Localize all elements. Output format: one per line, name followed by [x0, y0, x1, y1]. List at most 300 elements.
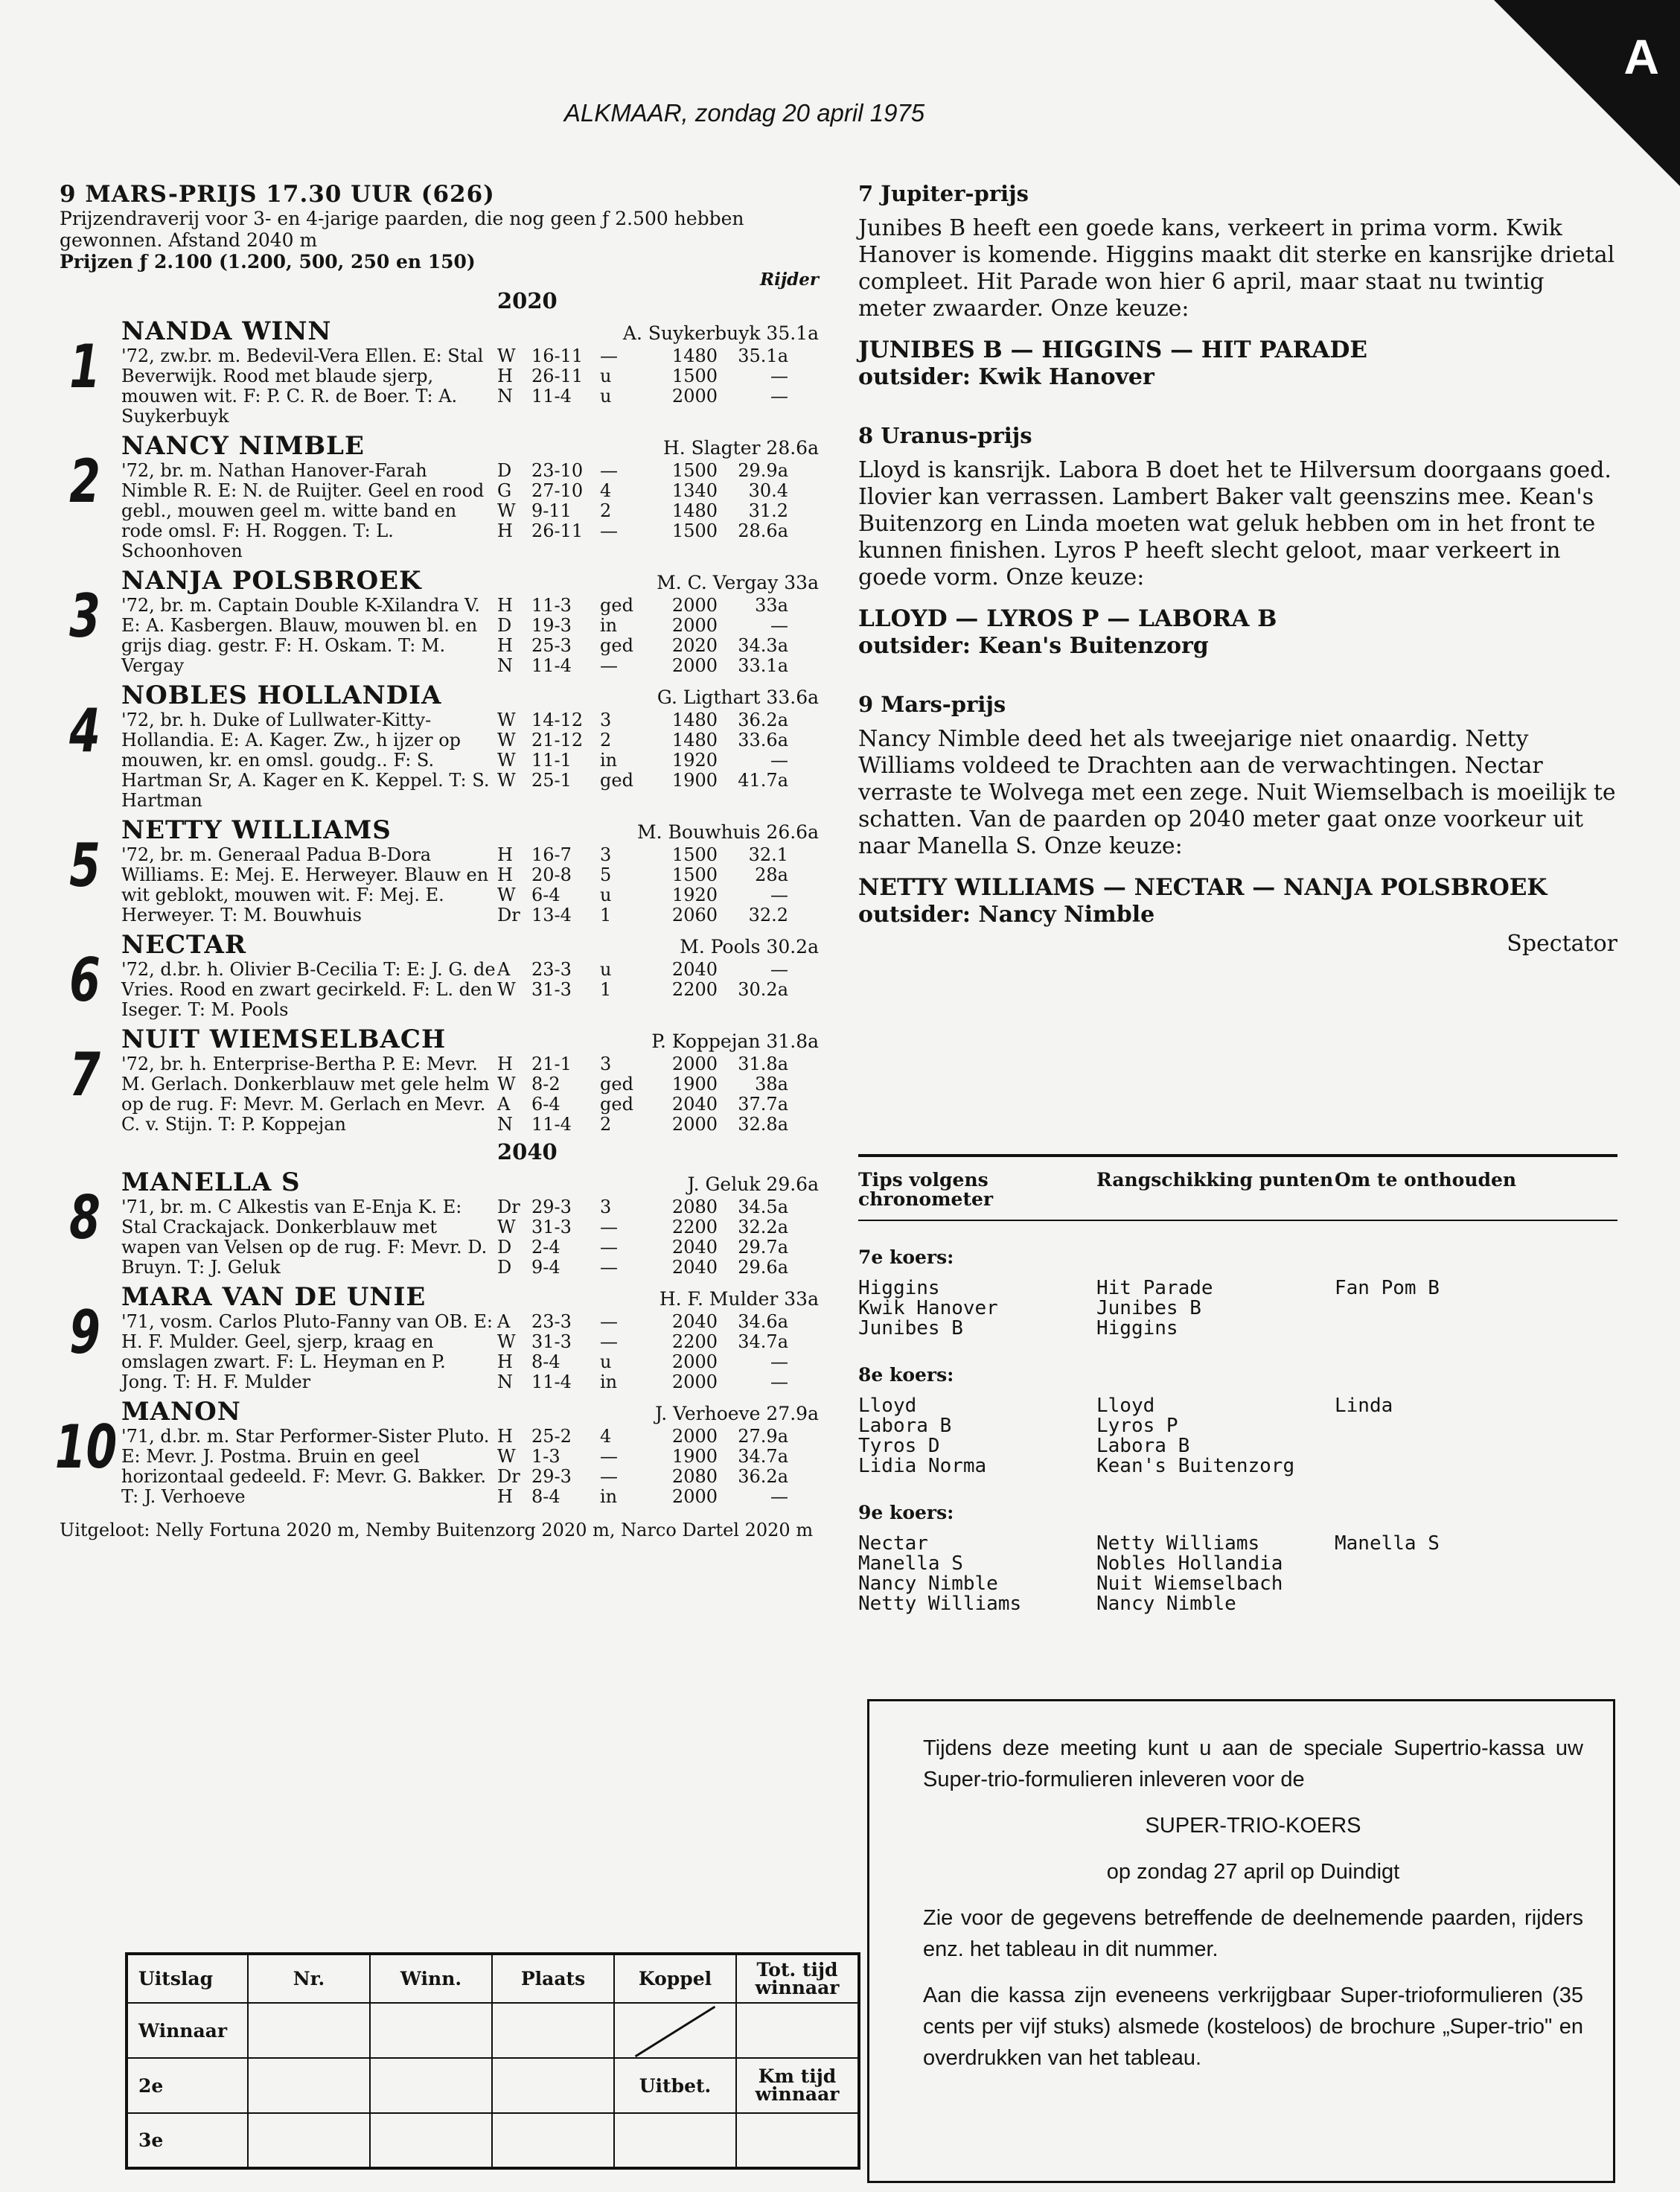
- start-field: —: [770, 750, 788, 771]
- race-program: [54, 181, 819, 1541]
- start-field: W: [497, 345, 516, 366]
- horse-number: 2: [69, 447, 100, 516]
- tips-column: [1335, 1278, 1617, 1339]
- start-field: 2080: [671, 1197, 718, 1217]
- start-field: —: [770, 366, 788, 386]
- start-field: 2200: [671, 1331, 718, 1352]
- prediction-7: [858, 181, 1617, 390]
- th-nr: Nr.: [248, 1954, 370, 2003]
- row-winnaar: Winnaar: [127, 2003, 248, 2058]
- predictions: [858, 181, 1617, 957]
- start-field: 1500: [671, 520, 718, 541]
- start-field: 1500: [671, 864, 718, 885]
- start-field: 11-3: [531, 595, 572, 616]
- start-field: 33.6a: [738, 730, 788, 751]
- tips-entry: Nectar: [858, 1532, 928, 1555]
- start-field: 31.8a: [738, 1054, 788, 1074]
- horse-entry: [60, 1025, 819, 1135]
- horse-rider: P. Koppejan 31.8a: [651, 1030, 819, 1052]
- start-field: 1900: [671, 1446, 718, 1467]
- tips-entry: Higgins: [858, 1277, 940, 1299]
- start-row: [497, 1467, 819, 1487]
- start-field: 2000: [671, 1054, 718, 1074]
- start-field: W: [497, 1446, 516, 1467]
- th-koppel: Koppel: [614, 1954, 736, 2003]
- tips-head-punten: Rangschikking punten: [1096, 1169, 1334, 1191]
- tips-entry: Labora B: [1096, 1435, 1190, 1457]
- tips-entry: Linda: [1335, 1395, 1393, 1417]
- start-row: [497, 751, 819, 771]
- start-field: D: [497, 615, 512, 636]
- prediction-outsider: outsider: Kwik Hanover: [858, 364, 1154, 390]
- horse-name: NANDA WINN: [121, 316, 332, 346]
- horse-entry: [60, 566, 819, 676]
- start-field: —: [600, 520, 618, 541]
- start-field: H: [497, 366, 513, 386]
- start-field: 2040: [671, 959, 718, 980]
- start-field: 11-4: [531, 1114, 572, 1135]
- start-row: [497, 596, 819, 616]
- start-field: 32.2a: [738, 1217, 788, 1237]
- horse-rider: J. Verhoeve 27.9a: [655, 1403, 819, 1424]
- start-field: 33.1a: [738, 655, 788, 676]
- horse-header: [121, 681, 819, 710]
- horse-header: [121, 316, 819, 346]
- distance-2040: 2040: [497, 1139, 558, 1164]
- start-row: [497, 1197, 819, 1217]
- start-field: 2020: [671, 635, 718, 656]
- start-row: [497, 1487, 819, 1507]
- start-row: [497, 386, 819, 407]
- start-field: 29.7a: [738, 1237, 788, 1258]
- tips-entry: Netty Williams: [858, 1593, 1022, 1615]
- start-field: —: [770, 615, 788, 636]
- horse-body: [121, 461, 819, 561]
- start-row: [497, 1447, 819, 1467]
- start-field: 36.2a: [738, 710, 788, 730]
- prediction-text: Junibes B heeft een goede kans, verkeert in prima vorm. Kwik Hanover is komende. Higgins maakt dit sterke en kansrijke drietal compleet. Hit Parade won hier 6 april, maar staat nu twintig meter zwaarder. Onze keuze:: [858, 215, 1615, 322]
- start-field: 2000: [671, 595, 718, 616]
- start-row: [497, 1074, 819, 1095]
- start-row: [497, 461, 819, 481]
- th-plaats: Plaats: [492, 1954, 614, 2003]
- start-field: D: [497, 460, 512, 481]
- start-field: W: [497, 1217, 516, 1237]
- horse-starts: [497, 1312, 819, 1392]
- start-field: 2000: [671, 1486, 718, 1507]
- horse-starts: [497, 346, 819, 427]
- start-field: 2000: [671, 386, 718, 407]
- horse-body: [121, 1197, 819, 1278]
- cell: [248, 2003, 370, 2058]
- horse-number: 9: [69, 1298, 100, 1367]
- horse-number: 5: [69, 831, 100, 900]
- tips-table: [858, 1154, 1617, 1614]
- start-field: 23-3: [531, 1311, 572, 1332]
- row-2e: 2e: [127, 2058, 248, 2113]
- start-field: 1920: [671, 885, 718, 905]
- start-field: 38a: [755, 1074, 788, 1095]
- horse-body: [121, 710, 819, 811]
- start-field: 1900: [671, 770, 718, 791]
- tips-entry: Lloyd: [1096, 1395, 1155, 1417]
- start-field: 26-11: [531, 366, 584, 386]
- start-row: [497, 346, 819, 366]
- start-field: —: [600, 1466, 618, 1487]
- cell: [370, 2003, 492, 2058]
- horse-entry: [60, 815, 819, 925]
- horse-description: '72, br. h. Enterprise-Bertha P. E: Mevr. M. Gerlach. Donkerblauw met gele helm op de rug. F: Mevr. M. Gerlach en Mevr. C. v. Stijn. T: P. Koppejan: [121, 1054, 490, 1135]
- horse-description: '72, br. m. Nathan Hanover-Farah Nimble R. E: N. de Ruijter. Geel en rood gebl., mouwen geel m. witte band en rode omsl. F: H. Roggen. T: L. Schoonhoven: [121, 460, 485, 561]
- tips-race-label: 9e koers:: [858, 1502, 954, 1523]
- horse-entry: [60, 316, 819, 427]
- start-field: 27-10: [531, 480, 584, 501]
- start-field: W: [497, 730, 516, 751]
- start-field: 3: [600, 1197, 612, 1217]
- tips-column: [1335, 1396, 1617, 1476]
- horse-rider: H. F. Mulder 33a: [659, 1288, 819, 1310]
- start-field: H: [497, 595, 513, 616]
- start-field: 37.7a: [738, 1094, 788, 1115]
- start-field: ged: [600, 1094, 633, 1115]
- start-field: u: [600, 885, 612, 905]
- start-field: 1900: [671, 1074, 718, 1095]
- start-field: 8-2: [531, 1074, 560, 1095]
- start-field: 35.1a: [738, 345, 788, 366]
- horse-entry: [60, 681, 819, 811]
- prediction-9: [858, 692, 1617, 928]
- start-field: ged: [600, 595, 633, 616]
- start-row: [497, 980, 819, 1000]
- horse-starts: [497, 710, 819, 811]
- result-table: [125, 1952, 860, 2170]
- start-field: 21-1: [531, 1054, 572, 1074]
- tips-race-columns: [858, 1278, 1617, 1339]
- horse-list-2040: [54, 1167, 819, 1507]
- horse-description: '72, br. h. Duke of Lullwater-Kitty-Hollandia. E: A. Kager. Zw., h ijzer op mouwen, kr. en omsl. goudg.. F: S. Hartman Sr, A. Kager en K. Keppel. T: S. Hartman: [121, 710, 490, 811]
- start-field: 28.6a: [738, 520, 788, 541]
- start-field: 31-3: [531, 979, 572, 1000]
- start-row: [497, 960, 819, 980]
- start-field: 32.2: [748, 905, 788, 925]
- start-row: [497, 1427, 819, 1447]
- cell-uitbet: Uitbet.: [614, 2058, 736, 2113]
- start-field: 2-4: [531, 1237, 560, 1258]
- cell: [736, 2003, 859, 2058]
- start-field: 34.7a: [738, 1331, 788, 1352]
- start-field: 2: [600, 1114, 612, 1135]
- start-field: 19-3: [531, 615, 572, 636]
- start-field: 28a: [755, 864, 788, 885]
- start-field: 1480: [671, 730, 718, 751]
- start-field: —: [600, 345, 618, 366]
- start-row: [497, 730, 819, 751]
- prediction-pick: LLOYD — LYROS P — LABORA B: [858, 605, 1277, 632]
- horse-name: MANELLA S: [121, 1167, 301, 1197]
- horse-rider: J. Geluk 29.6a: [687, 1173, 819, 1195]
- start-field: D: [497, 1237, 512, 1258]
- tips-header: [858, 1157, 1617, 1221]
- start-field: 1920: [671, 750, 718, 771]
- start-field: 41.7a: [738, 770, 788, 791]
- rider-header: Rijder: [759, 270, 819, 290]
- tips-column: [858, 1396, 1096, 1476]
- start-field: 1500: [671, 366, 718, 386]
- start-field: H: [497, 520, 513, 541]
- prediction-sections: [858, 181, 1617, 928]
- start-field: ged: [600, 770, 633, 791]
- horse-header: [121, 930, 819, 960]
- start-field: 23-10: [531, 460, 584, 481]
- tips-entry: Nancy Nimble: [858, 1573, 998, 1595]
- tips-race-label: 8e koers:: [858, 1364, 954, 1386]
- start-field: 21-12: [531, 730, 584, 751]
- th-winn: Winn.: [370, 1954, 492, 2003]
- tips-column: [1096, 1534, 1335, 1614]
- start-field: 1: [600, 979, 612, 1000]
- withdrawn-note: Uitgeloot: Nelly Fortuna 2020 m, Nemby Buitenzorg 2020 m, Narco Dartel 2020 m: [60, 1520, 814, 1541]
- start-field: 2040: [671, 1311, 718, 1332]
- start-field: 1: [600, 905, 612, 925]
- tips-column: [858, 1534, 1096, 1614]
- start-field: 16-7: [531, 844, 572, 865]
- horse-number: 1: [69, 332, 100, 401]
- start-row: [497, 1237, 819, 1258]
- prediction-title: 7 Jupiter-prijs: [858, 181, 1029, 206]
- notice-p5: Aan die kassa zijn eveneens verkrijgbaar Super-trioformulieren (35 cents per vijf stuks) alsmede (kosteloos) de brochure „Super-trio" en overdrukken van het tableau.: [923, 1984, 1583, 2070]
- start-field: 31-3: [531, 1217, 572, 1237]
- start-field: 29-3: [531, 1197, 572, 1217]
- horse-rider: M. Pools 30.2a: [680, 936, 819, 958]
- start-field: 16-11: [531, 345, 584, 366]
- tips-entry: Nobles Hollandia: [1096, 1552, 1283, 1575]
- start-field: 2000: [671, 1351, 718, 1372]
- start-field: 2040: [671, 1094, 718, 1115]
- horse-description: '71, vosm. Carlos Pluto-Fanny van OB. E: H. F. Mulder. Geel, sjerp, kraag en omslagen zwart. F: L. Heyman en P. Jong. T: H. F. Mulder: [121, 1311, 493, 1392]
- start-row: [497, 1332, 819, 1352]
- start-field: 2060: [671, 905, 718, 925]
- start-row: [497, 710, 819, 730]
- start-field: u: [600, 366, 612, 386]
- horse-starts: [497, 1197, 819, 1278]
- horse-number: 4: [69, 696, 100, 765]
- horse-starts: [497, 461, 819, 561]
- horse-rider: H. Slagter 28.6a: [662, 437, 819, 459]
- start-row: [497, 771, 819, 791]
- start-field: 23-3: [531, 959, 572, 980]
- prediction-outsider: outsider: Nancy Nimble: [858, 902, 1155, 928]
- start-field: 31.2: [748, 500, 788, 521]
- start-field: A: [497, 959, 511, 980]
- start-field: D: [497, 1257, 512, 1278]
- start-field: 34.7a: [738, 1446, 788, 1467]
- horse-starts: [497, 1054, 819, 1135]
- horse-entry: [54, 1397, 819, 1507]
- start-row: [497, 1095, 819, 1115]
- horse-rider: G. Ligthart 33.6a: [657, 686, 819, 708]
- tips-column: [1096, 1396, 1335, 1476]
- start-field: 31-3: [531, 1331, 572, 1352]
- horse-name: MANON: [121, 1397, 241, 1427]
- start-field: 8-4: [531, 1351, 560, 1372]
- horse-body: [121, 1054, 819, 1135]
- start-field: H: [497, 635, 513, 656]
- horse-body: [121, 845, 819, 925]
- start-field: —: [600, 1237, 618, 1258]
- prediction-8: [858, 423, 1617, 659]
- start-field: W: [497, 1074, 516, 1095]
- horse-entry: [60, 431, 819, 561]
- distance-2020: 2020: [497, 288, 558, 313]
- cell: [492, 2058, 614, 2113]
- tips-entry: Netty Williams: [1096, 1532, 1260, 1555]
- start-field: 27.9a: [738, 1426, 788, 1447]
- start-field: 2: [600, 500, 612, 521]
- start-field: —: [600, 1257, 618, 1278]
- start-field: 3: [600, 844, 612, 865]
- start-field: —: [770, 1371, 788, 1392]
- cell-diagonal: [614, 2003, 736, 2058]
- start-field: 34.5a: [738, 1197, 788, 1217]
- tips-entry: Junibes B: [858, 1317, 963, 1339]
- horse-body: [121, 346, 819, 427]
- super-trio-notice: [867, 1699, 1615, 2183]
- race-description: Prijzendraverij voor 3- en 4-jarige paarden, die nog geen ƒ 2.500 hebben gewonnen. Afstand 2040 m: [60, 208, 744, 251]
- start-field: H: [497, 1486, 513, 1507]
- start-field: 25-1: [531, 770, 572, 791]
- tips-entry: Lyros P: [1096, 1415, 1178, 1437]
- start-field: u: [600, 386, 612, 407]
- start-field: 11-1: [531, 750, 572, 771]
- start-field: 25-2: [531, 1426, 572, 1447]
- start-field: 2200: [671, 979, 718, 1000]
- horse-header: [121, 431, 819, 461]
- prediction-title: 9 Mars-prijs: [858, 692, 1006, 717]
- horse-header: [121, 1282, 819, 1312]
- start-field: Dr: [497, 905, 520, 925]
- tips-entry: Nancy Nimble: [1096, 1593, 1236, 1615]
- start-row: [497, 865, 819, 885]
- start-field: 1-3: [531, 1446, 560, 1467]
- horse-name: NETTY WILLIAMS: [121, 815, 392, 845]
- start-field: 1480: [671, 710, 718, 730]
- start-row: [497, 905, 819, 925]
- start-row: [497, 1372, 819, 1392]
- start-field: 2040: [671, 1237, 718, 1258]
- th-tot-tijd: Tot. tijd winnaar: [736, 1954, 859, 2003]
- horse-name: NOBLES HOLLANDIA: [121, 681, 442, 710]
- start-field: N: [497, 386, 513, 407]
- start-field: in: [600, 615, 618, 636]
- start-field: 2: [600, 730, 612, 751]
- horse-description: '72, zw.br. m. Bedevil-Vera Ellen. E: Stal Beverwijk. Rood met blaude sjerp, mouwen wit. F: P. C. R. de Boer. T: A. Suykerbuyk: [121, 345, 484, 427]
- cell: [614, 2113, 736, 2168]
- start-field: 29.9a: [738, 460, 788, 481]
- start-field: in: [600, 1486, 618, 1507]
- start-field: 1340: [671, 480, 718, 501]
- tips-entry: Junibes B: [1096, 1297, 1201, 1319]
- start-field: 2000: [671, 1371, 718, 1392]
- notice-date: op zondag 27 april op Duindigt: [1106, 1860, 1400, 1884]
- notice-p4: Zie voor de gegevens betreffende de deelnemende paarden, rijders enz. het tableau in dit nummer.: [923, 1906, 1583, 1961]
- start-field: 36.2a: [738, 1466, 788, 1487]
- start-field: 26-11: [531, 520, 584, 541]
- horse-starts: [497, 845, 819, 925]
- th-uitslag: Uitslag: [127, 1954, 248, 2003]
- cell-km-tijd: Km tijd winnaar: [736, 2058, 859, 2113]
- start-field: N: [497, 1371, 513, 1392]
- cell: [492, 2003, 614, 2058]
- start-row: [497, 885, 819, 905]
- start-field: 30.2a: [738, 979, 788, 1000]
- horse-name: NUIT WIEMSELBACH: [121, 1025, 447, 1054]
- start-field: —: [770, 1351, 788, 1372]
- start-field: 9-4: [531, 1257, 560, 1278]
- tips-entry: Kean's Buitenzorg: [1096, 1455, 1295, 1477]
- tips-entry: Hit Parade: [1096, 1277, 1213, 1299]
- start-field: 11-4: [531, 655, 572, 676]
- start-field: —: [600, 1446, 618, 1467]
- prediction-outsider: outsider: Kean's Buitenzorg: [858, 633, 1209, 659]
- start-field: H: [497, 1426, 513, 1447]
- start-field: —: [600, 1217, 618, 1237]
- start-row: [497, 1054, 819, 1074]
- start-field: 30.4: [748, 480, 788, 501]
- start-field: 4: [600, 1426, 612, 1447]
- start-field: 32.8a: [738, 1114, 788, 1135]
- start-field: u: [600, 1351, 612, 1372]
- prediction-pick: JUNIBES B — HIGGINS — HIT PARADE: [858, 337, 1367, 363]
- start-field: N: [497, 655, 513, 676]
- start-field: 3: [600, 1054, 612, 1074]
- start-field: 2000: [671, 615, 718, 636]
- start-field: —: [770, 1486, 788, 1507]
- horse-header: [121, 566, 819, 596]
- start-field: 34.3a: [738, 635, 788, 656]
- start-field: 4: [600, 480, 612, 501]
- start-field: Dr: [497, 1197, 520, 1217]
- start-field: H: [497, 1054, 513, 1074]
- start-field: —: [770, 386, 788, 407]
- tips-head-chronometer: Tips volgens chronometer: [858, 1169, 994, 1210]
- tips-entry: Lidia Norma: [858, 1455, 987, 1477]
- horse-body: [121, 960, 819, 1020]
- tips-race: [858, 1364, 1617, 1476]
- horse-header: [121, 1167, 819, 1197]
- race-title: 9 MARS-PRIJS 17.30 UUR (626): [60, 181, 495, 208]
- start-field: in: [600, 750, 618, 771]
- race-prizes: Prijzen ƒ 2.100 (1.200, 500, 250 en 150): [60, 251, 476, 273]
- prediction-pick: NETTY WILLIAMS — NECTAR — NANJA POLSBROEK: [858, 874, 1548, 901]
- start-field: W: [497, 885, 516, 905]
- horse-starts: [497, 1427, 819, 1507]
- horse-body: [121, 596, 819, 676]
- start-field: —: [600, 460, 618, 481]
- horse-header: [121, 1397, 819, 1427]
- start-field: 25-3: [531, 635, 572, 656]
- start-field: 33a: [755, 595, 788, 616]
- horse-name: NANJA POLSBROEK: [121, 566, 422, 596]
- start-field: 29.6a: [738, 1257, 788, 1278]
- start-row: [497, 1258, 819, 1278]
- start-field: W: [497, 500, 516, 521]
- notice-title: SUPER-TRIO-KOERS: [1145, 1814, 1361, 1838]
- notice-p1: Tijdens deze meeting kunt u aan de speciale Supertrio-kassa uw Super-trio-formulieren inleveren voor de: [923, 1736, 1583, 1791]
- start-field: W: [497, 1331, 516, 1352]
- start-row: [497, 366, 819, 386]
- start-field: 1500: [671, 460, 718, 481]
- horse-body: [121, 1312, 819, 1392]
